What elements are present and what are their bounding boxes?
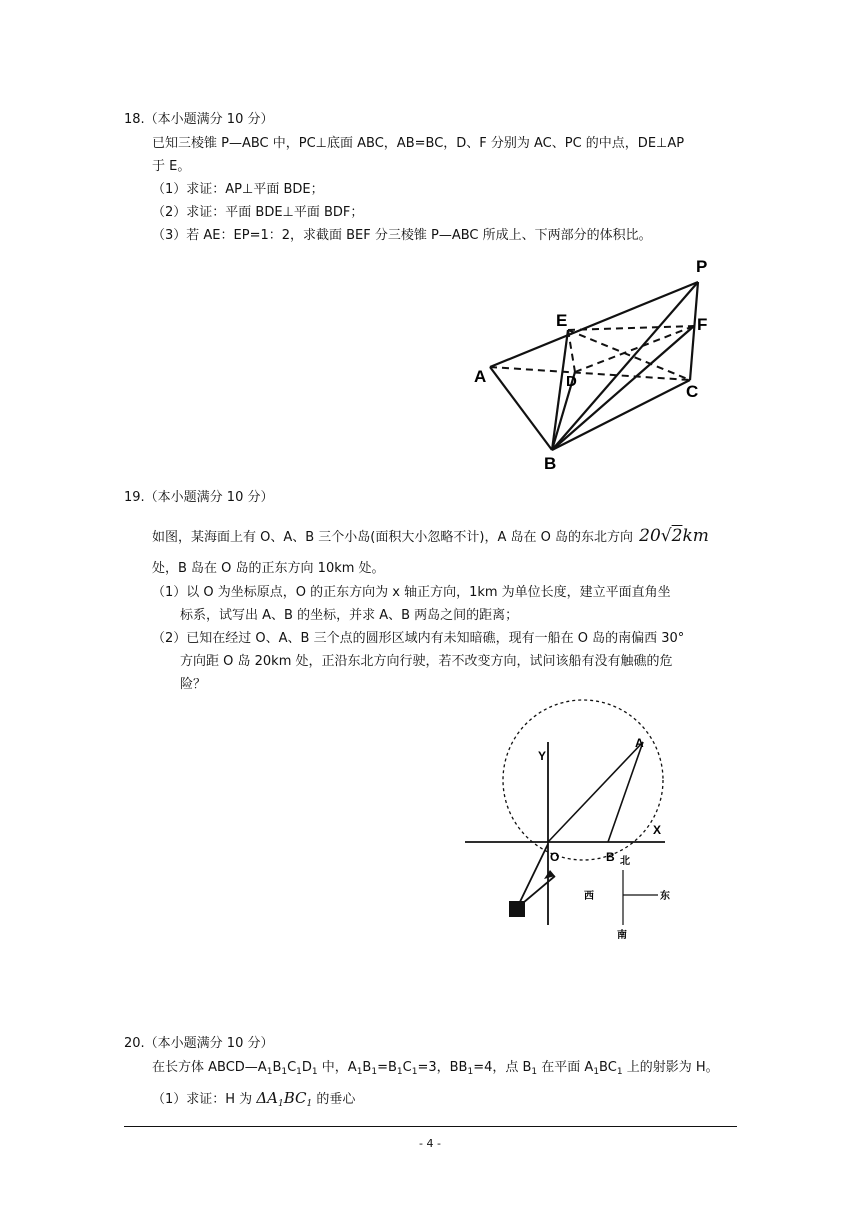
label-E: E [556, 311, 568, 330]
compass-west: 西 [584, 891, 594, 902]
q19-part2-line1: （2）已知在经过 O、A、B 三个点的圆形区域内有未知暗礁，现有一船在 O 岛的南偏西 30° [152, 631, 685, 646]
q18-statement-line2: 于 E。 [152, 159, 191, 174]
q18-part1: （1）求证：AP⊥平面 BDE； [152, 182, 324, 197]
edge-AP [490, 282, 698, 367]
q19-part2-line2: 方向距 O 岛 20km 处，正沿东北方向行驶，若不改变方向，试问该船有没有触礁的危 [180, 654, 673, 669]
label-D: D [566, 373, 577, 390]
label-A: A [474, 367, 487, 386]
edge-BE [552, 330, 568, 450]
label-A: A [635, 736, 644, 750]
segment-OA [548, 742, 643, 842]
q19-part1-line2: 标系，试写出 A、B 的坐标，并求 A、B 两岛之间的距离； [180, 608, 519, 623]
q18-pyramid-figure [460, 250, 740, 475]
q18-statement-line1: 已知三棱锥 P—ABC 中，PC⊥底面 ABC，AB=BC，D、F 分别为 AC、PC 的中点，DE⊥AP [152, 136, 685, 151]
label-P: P [696, 257, 708, 276]
q19-header: 19.（本小题满分 10 分） [124, 490, 274, 505]
q20-header: 20.（本小题满分 10 分） [124, 1036, 274, 1051]
triangle-expression: $\Delta A_1BC_1$ [256, 1089, 313, 1109]
label-C: C [686, 382, 699, 401]
footer-rule [124, 1126, 737, 1127]
q18-part2: （2）求证：平面 BDE⊥平面 BDF； [152, 205, 364, 220]
q19-statement-line1: 如图，某海面上有 O、A、B 三个小岛(面积大小忽略不计)，A 岛在 O 岛的东北方向 20√2km [152, 526, 709, 546]
ship-icon [509, 901, 525, 917]
label-B: B [606, 850, 615, 864]
ship-to-O [517, 844, 548, 908]
q18-header: 18.（本小题满分 10 分） [124, 112, 274, 127]
q19-statement-line2: 处，B 岛在 O 岛的正东方向 10km 处。 [152, 561, 385, 576]
q20-part1: （1）求证：H 为 $\Delta A_1BC_1$ 的垂心 [152, 1089, 356, 1109]
page-number: - 4 - [419, 1137, 441, 1150]
compass-south: 南 [617, 930, 627, 941]
compass-north: 北 [620, 856, 630, 867]
distance-expression: 20√2km [639, 526, 709, 546]
segment-BA [608, 742, 643, 842]
edge-AC [490, 367, 690, 380]
label-X: X [653, 823, 662, 837]
edge-ED [568, 330, 575, 372]
label-Y: Y [538, 749, 547, 763]
edge-DF [575, 326, 694, 372]
q20-statement: 在长方体 $ABCD—A_1B_1C_1D_1$ 中，$A_1B_1=B_1C_1=3$，$BB_1=4$，点 $B_1$ 在平面 $A_1BC_1$ 上的射影为 H。 [152, 1060, 719, 1077]
compass-east: 东 [660, 891, 670, 902]
label-O: O [550, 850, 560, 864]
q19-island-figure [460, 680, 710, 945]
label-F: F [697, 315, 708, 334]
reef-circle [503, 700, 663, 860]
q18-part3: （3）若 AE：EP=1：2，求截面 BEF 分三棱锥 P—ABC 所成上、下两部分的体积比。 [152, 228, 652, 243]
label-B: B [544, 454, 557, 473]
edge-AB [490, 367, 552, 450]
q19-part2-line3: 险？ [180, 677, 207, 692]
q19-part1-line1: （1）以 O 为坐标原点，O 的正东方向为 x 轴正方向，1km 为单位长度，建立平面直角坐 [152, 585, 671, 600]
